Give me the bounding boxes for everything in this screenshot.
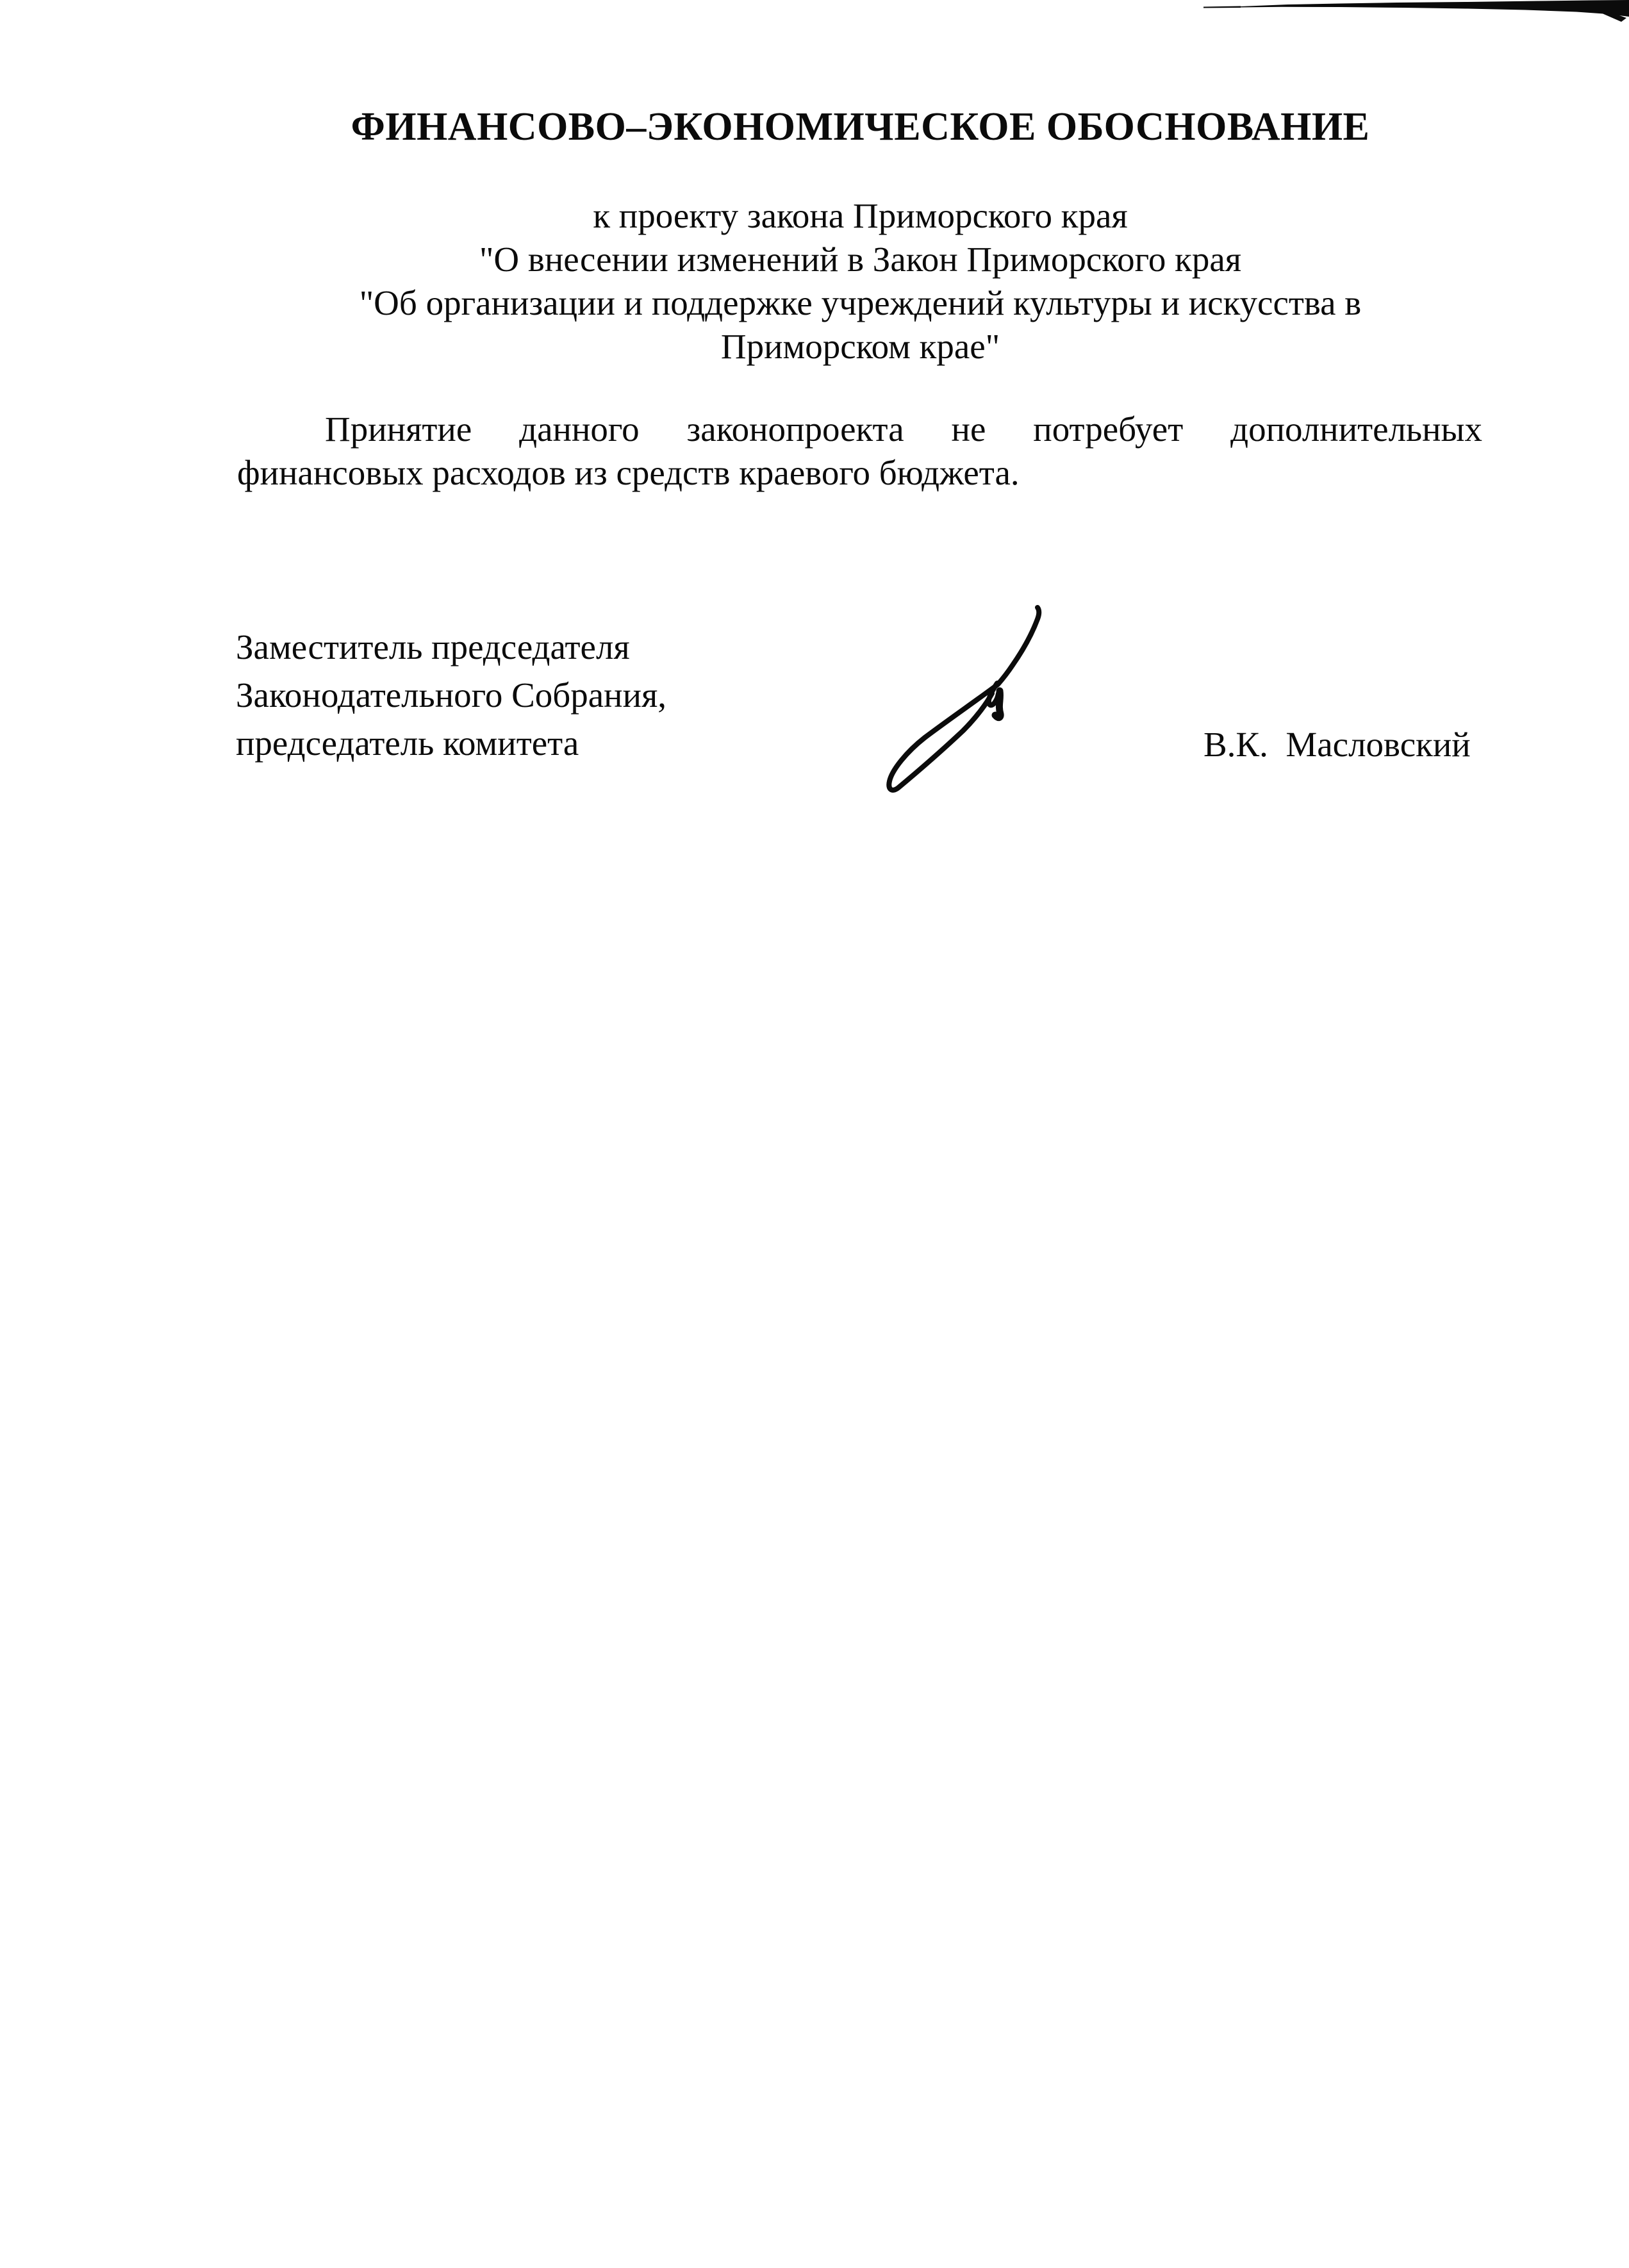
signature-position-line: Заместитель председателя <box>236 627 630 666</box>
body-paragraph-line: Принятие данного законопроекта не потребует дополнительных <box>325 410 1482 449</box>
subtitle-line: Приморском крае" <box>720 327 1000 366</box>
document-subtitle <box>192 194 1528 368</box>
signature-position-line: Законодательного Собрания, <box>236 675 667 715</box>
subtitle-line: "О внесении изменений в Закон Приморского края <box>479 240 1242 279</box>
signer-name: В.К. Масловский <box>1203 725 1471 764</box>
document-title: ФИНАНСОВО–ЭКОНОМИЧЕСКОЕ ОБОСНОВАНИЕ <box>351 105 1370 149</box>
subtitle-line: к проекту закона Приморского края <box>593 196 1128 235</box>
scan-streak-artifact <box>0 0 1629 28</box>
body-paragraph-line: финансовых расходов из средств краевого бюджета. <box>237 453 1020 492</box>
signature-position-block <box>236 623 666 767</box>
handwritten-signature-icon <box>877 600 1056 799</box>
subtitle-line: "Об организации и поддержке учреждений культуры и искусства в <box>359 283 1362 322</box>
signature-position-line: председатель комитета <box>236 724 579 763</box>
